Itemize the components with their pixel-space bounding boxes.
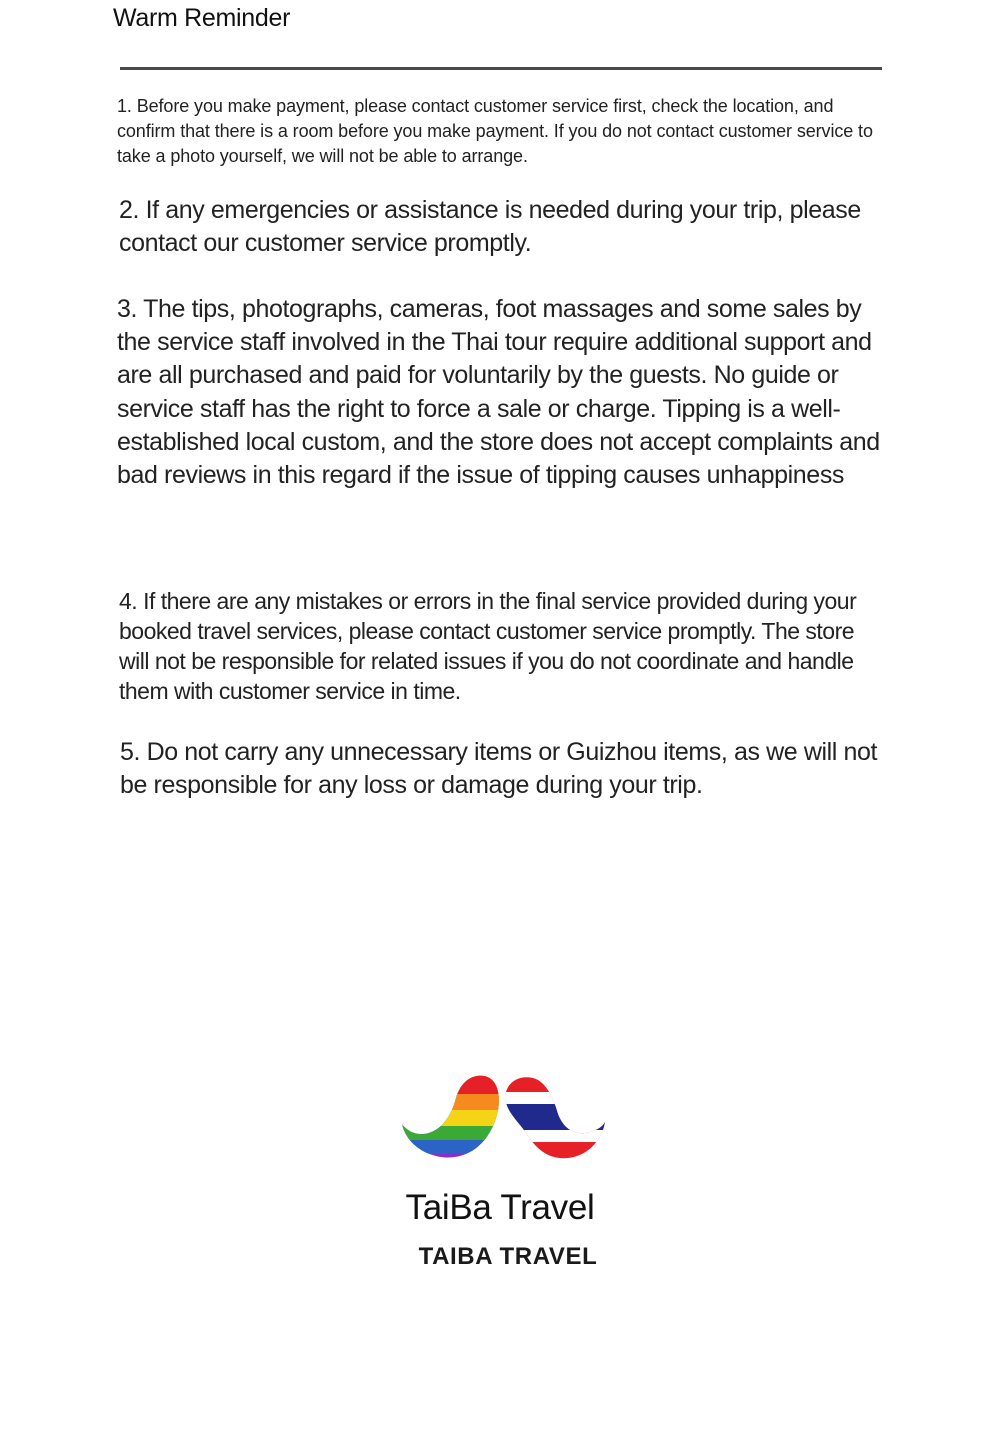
- page-title: Warm Reminder: [113, 4, 291, 32]
- reminder-5: 5. Do not carry any unnecessary items or Guizhou items, as we will not be responsible for any loss or damage during your trip.: [120, 738, 878, 799]
- logo-flag-navy: [498, 1104, 608, 1130]
- reminder-3: 3. The tips, photographs, cameras, foot massages and some sales by the service staff involved in the Thai tour require additional support and are all purchased and paid for voluntarily by the guests. No guide or service staff has the right to force a sale or charge. Tipping is a well-established local custom, and the store does not accept complaints and bad reviews in this regard if the issue of tipping causes unhappiness: [117, 295, 880, 490]
- reminder-1: 1. Before you make payment, please contact customer service first, check the location, and confirm that there is a room before you make payment. If you do not contact customer service to take a photo yourself, we will not be able to arrange.: [117, 96, 873, 166]
- brand-name-caps: TAIBA TRAVEL: [418, 1243, 598, 1270]
- rainbow-mustache-logo-icon: [398, 1070, 608, 1166]
- reminder-2: 2. If any emergencies or assistance is needed during your trip, please contact our customer service promptly.: [119, 196, 861, 257]
- brand-name: TaiBa Travel: [405, 1188, 595, 1227]
- logo-band-orange: [398, 1070, 518, 1110]
- title-divider: [120, 67, 882, 70]
- logo-band-red: [398, 1070, 518, 1094]
- reminder-4: 4. If there are any mistakes or errors in the final service provided during your booked travel services, please contact customer service promptly. The store will not be responsible for related issues if you do not coordinate and handle them with customer service in time.: [119, 588, 857, 704]
